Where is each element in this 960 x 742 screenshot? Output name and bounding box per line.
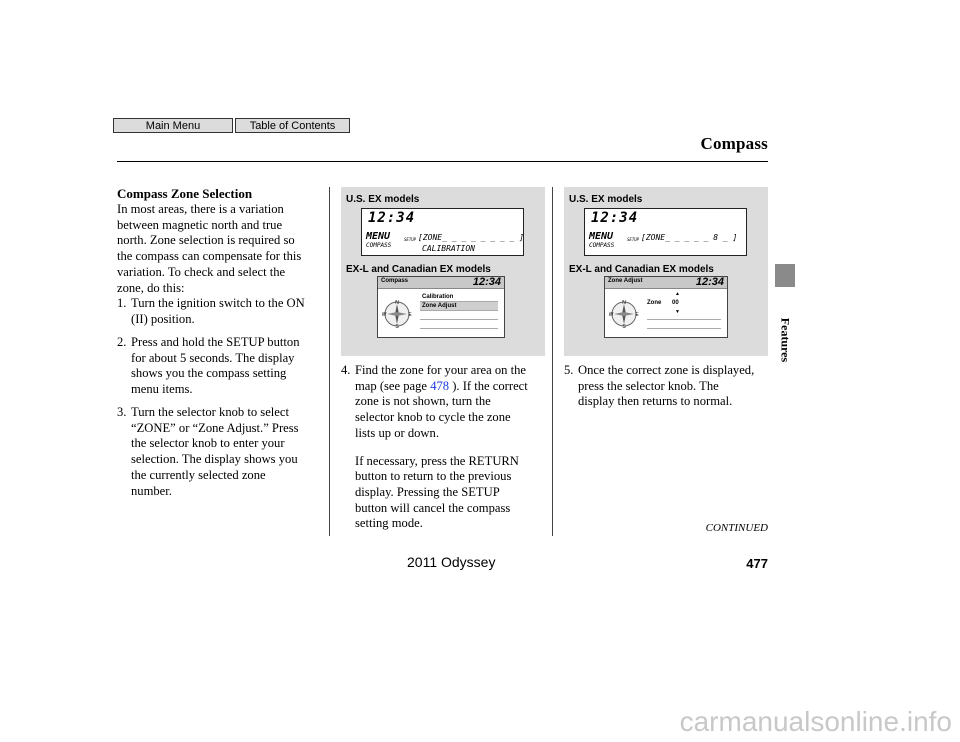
screen-menu-item: Calibration: [420, 293, 498, 302]
compass-w: W: [609, 312, 614, 318]
intro-line: between magnetic north and true: [117, 217, 283, 232]
screen-menu-item-selected: Zone Adjust: [420, 302, 498, 311]
lcd-setup-label: SETUP: [627, 237, 640, 242]
page-title: Compass: [700, 134, 768, 153]
nav-screen: [604, 276, 728, 338]
intro-line: In most areas, there is a variation: [117, 202, 284, 216]
intro-line: north. Zone selection is required so: [117, 233, 295, 248]
zone-up-arrow-icon: ▲: [675, 291, 680, 297]
intro-line: the compass can compensate for this: [117, 249, 302, 264]
screen-clock: 12:34: [472, 276, 501, 288]
intro-line: variation. To check and select the: [117, 264, 286, 279]
lcd-display: [584, 208, 747, 256]
lcd-display: [361, 208, 524, 256]
step-line: selector knob to cycle the zone: [355, 410, 511, 425]
column-divider-right: [552, 187, 553, 536]
screen-title-bar: [605, 277, 727, 289]
screen-title-bar: [378, 277, 504, 289]
compass-rose-icon: [382, 299, 412, 329]
step-line: the currently selected zone: [131, 467, 266, 482]
lcd-clock: 12:34: [368, 210, 416, 226]
step-line: for about 5 seconds. The display: [131, 350, 295, 365]
compass-s: S: [622, 324, 626, 329]
step-line: the selector knob to enter your: [131, 436, 285, 451]
step-number: 5.: [564, 363, 574, 377]
step-line: zone is not shown, turn the: [355, 394, 491, 409]
screen-menu-blank: [647, 320, 721, 329]
step-line: display. Pressing the SETUP: [355, 484, 500, 499]
lcd-menu-label: MENU: [366, 231, 391, 242]
step-number: 3.: [117, 405, 127, 419]
step-line: (II) position.: [131, 311, 195, 326]
step-line: shows you the compass setting: [131, 366, 287, 381]
lcd-compass-label: COMPASS: [589, 242, 615, 249]
panel-label-us: U.S. EX models: [569, 194, 643, 205]
section-tab-label: Features: [778, 317, 793, 363]
screen-title: Zone Adjust: [608, 278, 643, 284]
screen-menu-blank: [420, 311, 498, 320]
step-line: selection. The display shows you: [131, 452, 298, 467]
step-line: Press and hold the SETUP button: [131, 335, 300, 349]
compass-e: E: [635, 312, 639, 318]
compass-w: W: [382, 312, 387, 318]
step-line: lists up or down.: [355, 425, 439, 440]
continued-label: CONTINUED: [705, 522, 768, 534]
table-of-contents-button[interactable]: Table of Contents: [235, 118, 350, 133]
lcd-zone-row: [ZONE_ _ _ _ _ _ _ _ ]: [418, 233, 524, 242]
step-line: Find the zone for your area on the: [355, 363, 527, 377]
step-line-with-link: [355, 379, 528, 395]
step-line: Turn the selector knob to select: [131, 405, 289, 419]
lcd-zone-value: 8: [713, 233, 719, 242]
screen-title: Compass: [381, 278, 409, 284]
step-line: setting mode.: [355, 516, 423, 531]
step-line: Turn the ignition switch to the ON: [131, 296, 305, 310]
step-text: map (see page: [355, 378, 428, 393]
zone-value: 00: [672, 300, 679, 306]
lcd-menu-label: MENU: [589, 231, 614, 242]
step-line: display then returns to normal.: [578, 394, 733, 409]
compass-rose-icon: [609, 299, 639, 329]
header-rule: [117, 161, 768, 162]
step-line: press the selector knob. The: [578, 378, 719, 393]
lcd-compass-label: COMPASS: [366, 242, 392, 249]
screen-menu-blank: [647, 329, 721, 338]
compass-e: E: [408, 312, 412, 318]
step-number: 1.: [117, 296, 127, 310]
zone-label: Zone: [647, 300, 662, 306]
main-menu-button[interactable]: Main Menu: [113, 118, 233, 133]
model-label: 2011 Odyssey: [407, 554, 496, 570]
compass-n: N: [395, 300, 399, 306]
lcd-calibration-text: CALIBRATION: [422, 244, 475, 253]
lcd-setup-label: SETUP: [404, 237, 417, 242]
step-text: ). If the correct: [452, 378, 528, 393]
step-line: If necessary, press the RETURN: [355, 453, 519, 468]
step-line: button to return to the previous: [355, 469, 512, 484]
step-number: 2.: [117, 335, 127, 349]
lcd-zone-text: ZONE: [422, 233, 443, 242]
panel-label-exl: EX-L and Canadian EX models: [346, 264, 491, 275]
lcd-zone-row: [ZONE_ _ _ _ _ 8 _ ]: [641, 233, 738, 242]
intro-paragraph: [117, 202, 327, 296]
step-line: “ZONE” or “Zone Adjust.” Press: [131, 420, 299, 435]
panel-label-us: U.S. EX models: [346, 194, 420, 205]
display-panel-right: [564, 187, 768, 356]
compass-s: S: [395, 324, 399, 329]
screen-menu-blank: [420, 320, 498, 329]
intro-line: zone, do this:: [117, 280, 185, 295]
zone-down-arrow-icon: ▼: [675, 309, 680, 315]
screen-clock: 12:34: [695, 276, 724, 288]
step-line: button will cancel the compass: [355, 500, 511, 515]
panel-label-exl: EX-L and Canadian EX models: [569, 264, 714, 275]
compass-n: N: [622, 300, 626, 306]
step-line: number.: [131, 483, 172, 498]
section-heading: Compass Zone Selection: [117, 186, 253, 201]
lcd-zone-text: ZONE: [645, 233, 666, 242]
display-panel-left: [341, 187, 545, 356]
column-divider-left: [329, 187, 330, 536]
page-number: 477: [746, 556, 768, 571]
section-tab-marker: [775, 264, 795, 287]
step-line: menu items.: [131, 382, 193, 397]
step-line: Once the correct zone is displayed,: [578, 363, 755, 377]
step-number: 4.: [341, 363, 351, 377]
lcd-clock: 12:34: [591, 210, 639, 226]
watermark: carmanualsonline.info: [679, 706, 952, 737]
section-tab: [772, 295, 798, 385]
screen-menu-blank: [647, 311, 721, 320]
page-478-link[interactable]: 478: [430, 378, 450, 393]
nav-screen: [377, 276, 505, 338]
